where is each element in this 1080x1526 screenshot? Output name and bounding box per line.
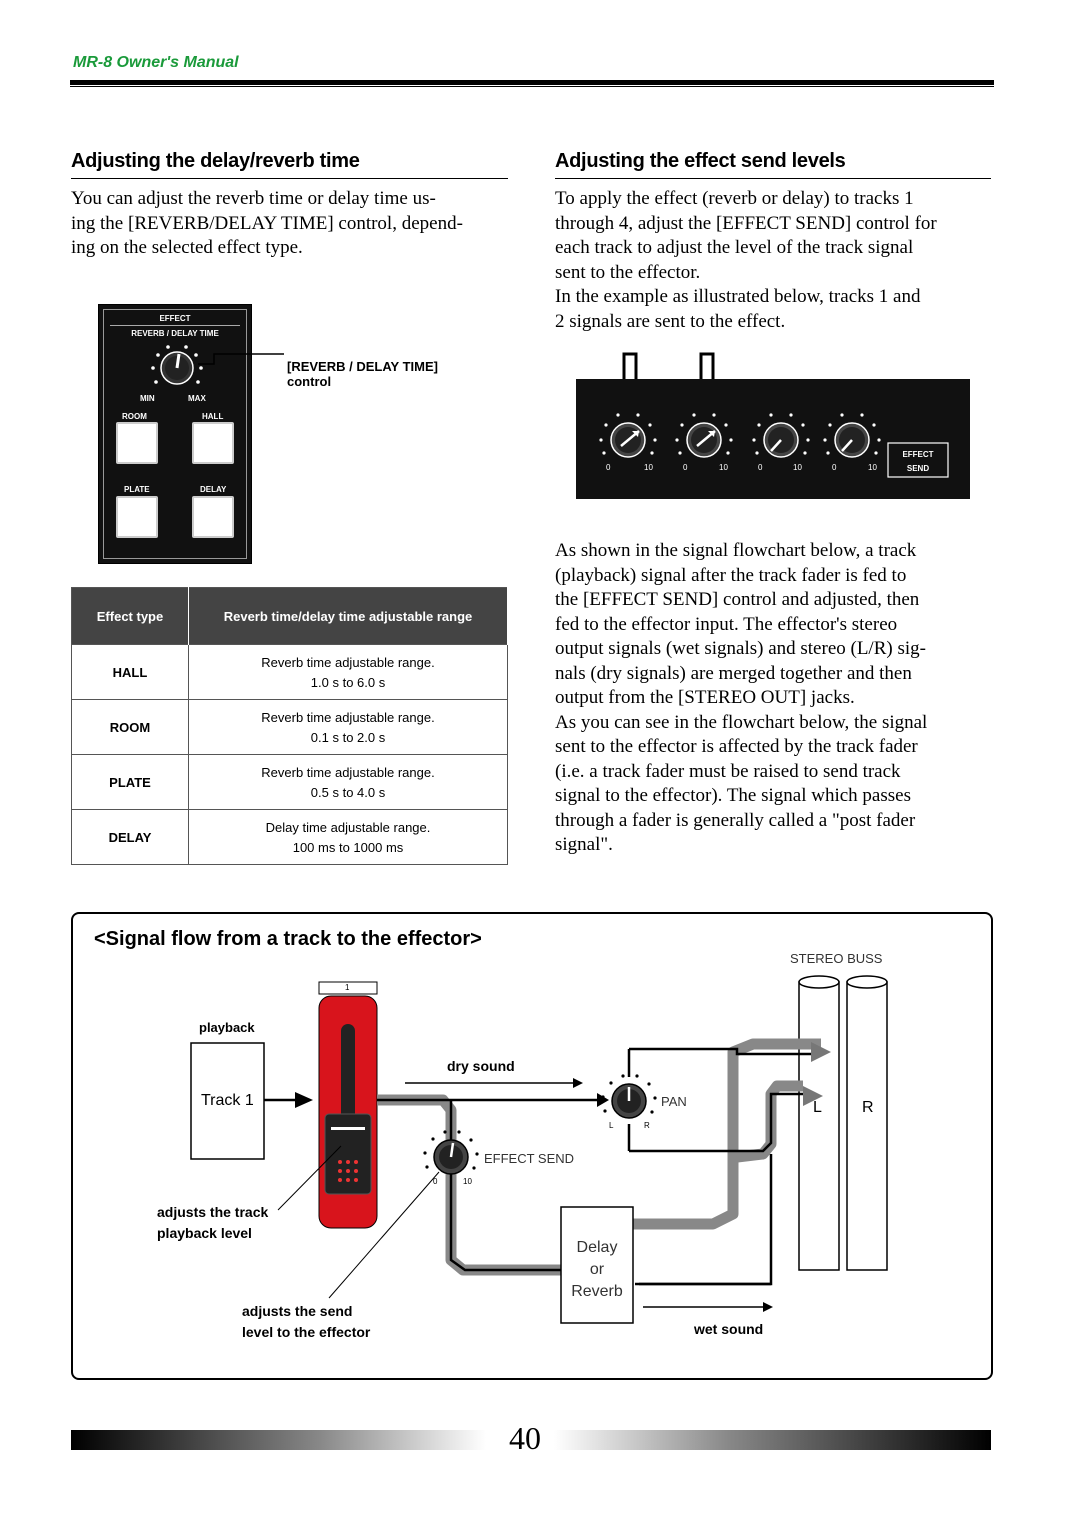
signal-flow-title: <Signal flow from a track to the effector> [94, 928, 482, 950]
panel-plate-label: PLATE [124, 485, 150, 494]
playback-label: playback [199, 1020, 255, 1035]
panel-effect-label: EFFECT [159, 314, 191, 323]
send4-max: 10 [868, 463, 877, 472]
manual-title: MR-8 Owner's Manual [73, 54, 239, 71]
send2-min: 0 [683, 463, 688, 472]
reverb-delay-control-label: [REVERB / DELAY TIME] control [287, 359, 438, 389]
signal-flow-graphics [73, 914, 987, 1374]
pan-r-label: R [644, 1121, 650, 1130]
signal-flow-explanation: As shown in the signal flowchart below, a track (playback) signal after the track fader is fed to the [EFFECT SEND] control and adjusted, then fed to the effector input. The effector's stereo output signals (wet signals) and stereo (L/R) sig- nals (dry signals) are merged together and then output from the [STEREO OUT] jacks. As you can see in the flowchart below, the signal sent to the effector is affected by the track fader (i.e. a track fader must be raised to send track signal to the effector). The signal which passes through a fader is generally called a "post fader signal". [555, 540, 928, 855]
dry-sound-label: dry sound [447, 1058, 515, 1074]
effect-send-panel [576, 379, 970, 499]
effector-label: Delay or Reverb [571, 1239, 623, 1300]
send2-max: 10 [719, 463, 728, 472]
heading-rule [555, 178, 991, 179]
delay-button[interactable] [192, 496, 234, 538]
stereo-buss-tubes [799, 976, 887, 1270]
panel-room-label: ROOM [122, 412, 147, 421]
adjusts-send-label: adjusts the send level to the effector [242, 1303, 371, 1340]
delay-reverb-body: You can adjust the reverb time or delay time us- ing the [REVERB/DELAY TIME] control, depend- ing on the selected effect type. [71, 188, 463, 258]
panel-reverb-delay-label: REVERB / DELAY TIME [131, 329, 219, 338]
effect-send-min: 0 [433, 1177, 438, 1186]
bus-r-label: R [862, 1099, 874, 1116]
effect-send-knobs[interactable] [576, 379, 970, 499]
bus-l-label: L [813, 1099, 822, 1116]
control-leader-line [196, 340, 286, 370]
table-header-range: Reverb time/delay time adjustable range [189, 588, 508, 645]
delay-reverb-heading: Adjusting the delay/reverb time [71, 150, 360, 172]
table-row: ROOM Reverb time adjustable range. 0.1 s to 2.0 s [72, 700, 508, 755]
effect-type-table [71, 587, 508, 865]
effect-send-max: 10 [463, 1177, 472, 1186]
send3-min: 0 [758, 463, 763, 472]
heading-rule [71, 178, 508, 179]
hall-button[interactable] [192, 422, 234, 464]
adjusts-track-label: adjusts the track playback level [157, 1204, 269, 1241]
track-label: Track 1 [201, 1092, 254, 1109]
pan-l-label: L [609, 1121, 614, 1130]
table-row: PLATE Reverb time adjustable range. 0.5 s to 4.0 s [72, 755, 508, 810]
wet-sound-label: wet sound [694, 1321, 764, 1337]
panel-delay-label: DELAY [200, 485, 227, 494]
effect-send-box-effect: EFFECT [902, 450, 934, 459]
table-header-effect-type: Effect type [72, 588, 189, 645]
send4-min: 0 [832, 463, 837, 472]
table-row: HALL Reverb time adjustable range. 1.0 s to 6.0 s [72, 645, 508, 700]
header-rule [70, 80, 994, 85]
effect-send-label: EFFECT SEND [484, 1151, 575, 1166]
pan-label: PAN [661, 1094, 687, 1109]
panel-min-label: MIN [140, 394, 155, 403]
effect-send-body: To apply the effect (reverb or delay) to tracks 1 through 4, adjust the [EFFECT SEND] control for each track to adjust the level of the track signal sent to the effector. In the example as illustrated below, tracks 1 and 2 signals are sent to the effect. [555, 188, 937, 332]
room-button[interactable] [116, 422, 158, 464]
send1-min: 0 [606, 463, 611, 472]
plate-button[interactable] [116, 496, 158, 538]
table-row: DELAY Delay time adjustable range. 100 ms to 1000 ms [72, 810, 508, 865]
pan-knob-icon [601, 1074, 656, 1118]
stereo-buss-label: STEREO BUSS [790, 951, 883, 966]
effect-send-heading: Adjusting the effect send levels [555, 150, 846, 172]
send1-max: 10 [644, 463, 653, 472]
panel-max-label: MAX [188, 394, 206, 403]
fader-number: 1 [345, 983, 350, 992]
page-number: 40 [509, 1420, 541, 1456]
panel-hall-label: HALL [202, 412, 224, 421]
header-rule-thin [70, 86, 994, 87]
effect-send-box-send: SEND [906, 464, 930, 473]
send3-max: 10 [793, 463, 802, 472]
